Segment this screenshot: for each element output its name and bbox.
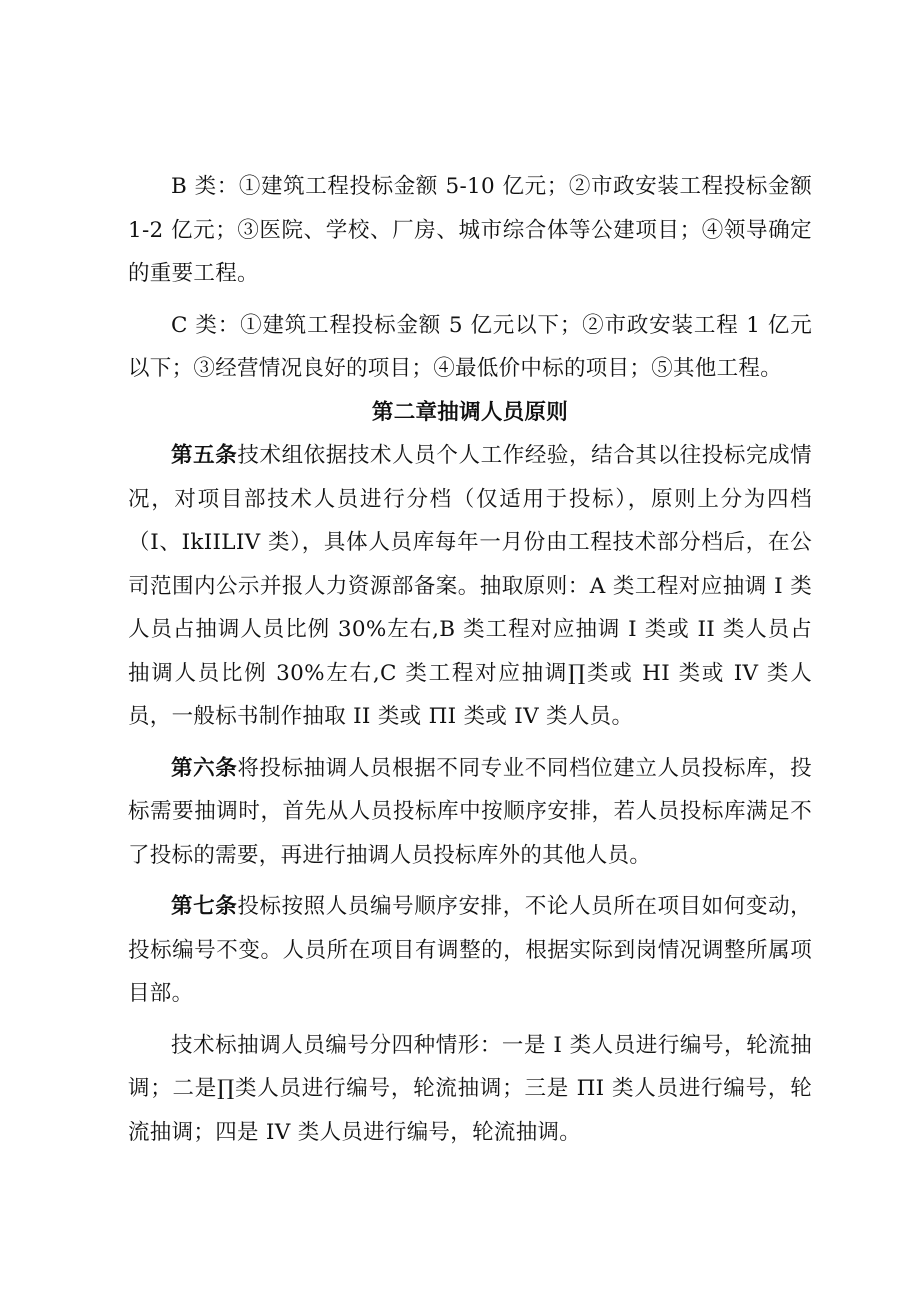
article-7-text: 投标按照人员编号顺序安排，不论人员所在项目如何变动，投标编号不变。人员所在项目有调整的，根据实际到岗情况调整所属项目部。 <box>128 894 812 1006</box>
document-body <box>128 165 812 1154</box>
paragraph-numbering-cases: 技术标抽调人员编号分四种情形：一是 I 类人员进行编号，轮流抽调；二是∏类人员进行编号，轮流抽调；三是 ΠI 类人员进行编号，轮流抽调；四是 IV 类人员进行编号，轮流抽调。 <box>128 1032 812 1145</box>
article-7-heading: 第七条 <box>171 894 238 919</box>
paragraph-class-c: C 类：①建筑工程投标金额 5 亿元以下；②市政安装工程 1 亿元以下；③经营情况良好的项目；④最低价中标的项目；⑤其他工程。 <box>128 312 812 381</box>
article-5-heading: 第五条 <box>171 443 238 468</box>
article-6-heading: 第六条 <box>171 755 238 781</box>
article-7 <box>128 885 812 1016</box>
chapter-title: 第二章抽调人员原则 <box>371 399 569 425</box>
article-6-text: 将投标抽调人员根据不同专业不同档位建立人员投标库，投标需要抽调时，首先从人员投标库中按顺序安排，若人员投标库满足不了投标的需要，再进行抽调人员投标库外的其他人员。 <box>128 755 812 868</box>
article-6 <box>128 747 812 878</box>
article-5 <box>128 434 812 739</box>
article-5-text: 技术组依据技术人员个人工作经验，结合其以往投标完成情况，对项目部技术人员进行分档（仅适用于投标），原则上分为四档（I、IkIILIV 类），具体人员库每年一月份由工程技术部分档后，在公司范围内公示并报人力资源部备案。抽取原则：A 类工程对应抽调 I 类人员占抽调人员比例 30%左右,B 类工程对应抽调 I 类或 II 类人员占抽调人员比例 30%左右,C 类工程对应抽调∏类或 HI 类或 IV 类人员，一般标书制作抽取 II 类或 ΠI 类或 IV 类人员。 <box>128 443 812 729</box>
paragraph-class-b: B 类：①建筑工程投标金额 5-10 亿元；②市政安装工程投标金额 1-2 亿元；③医院、学校、厂房、城市综合体等公建项目；④领导确定的重要工程。 <box>128 174 812 286</box>
